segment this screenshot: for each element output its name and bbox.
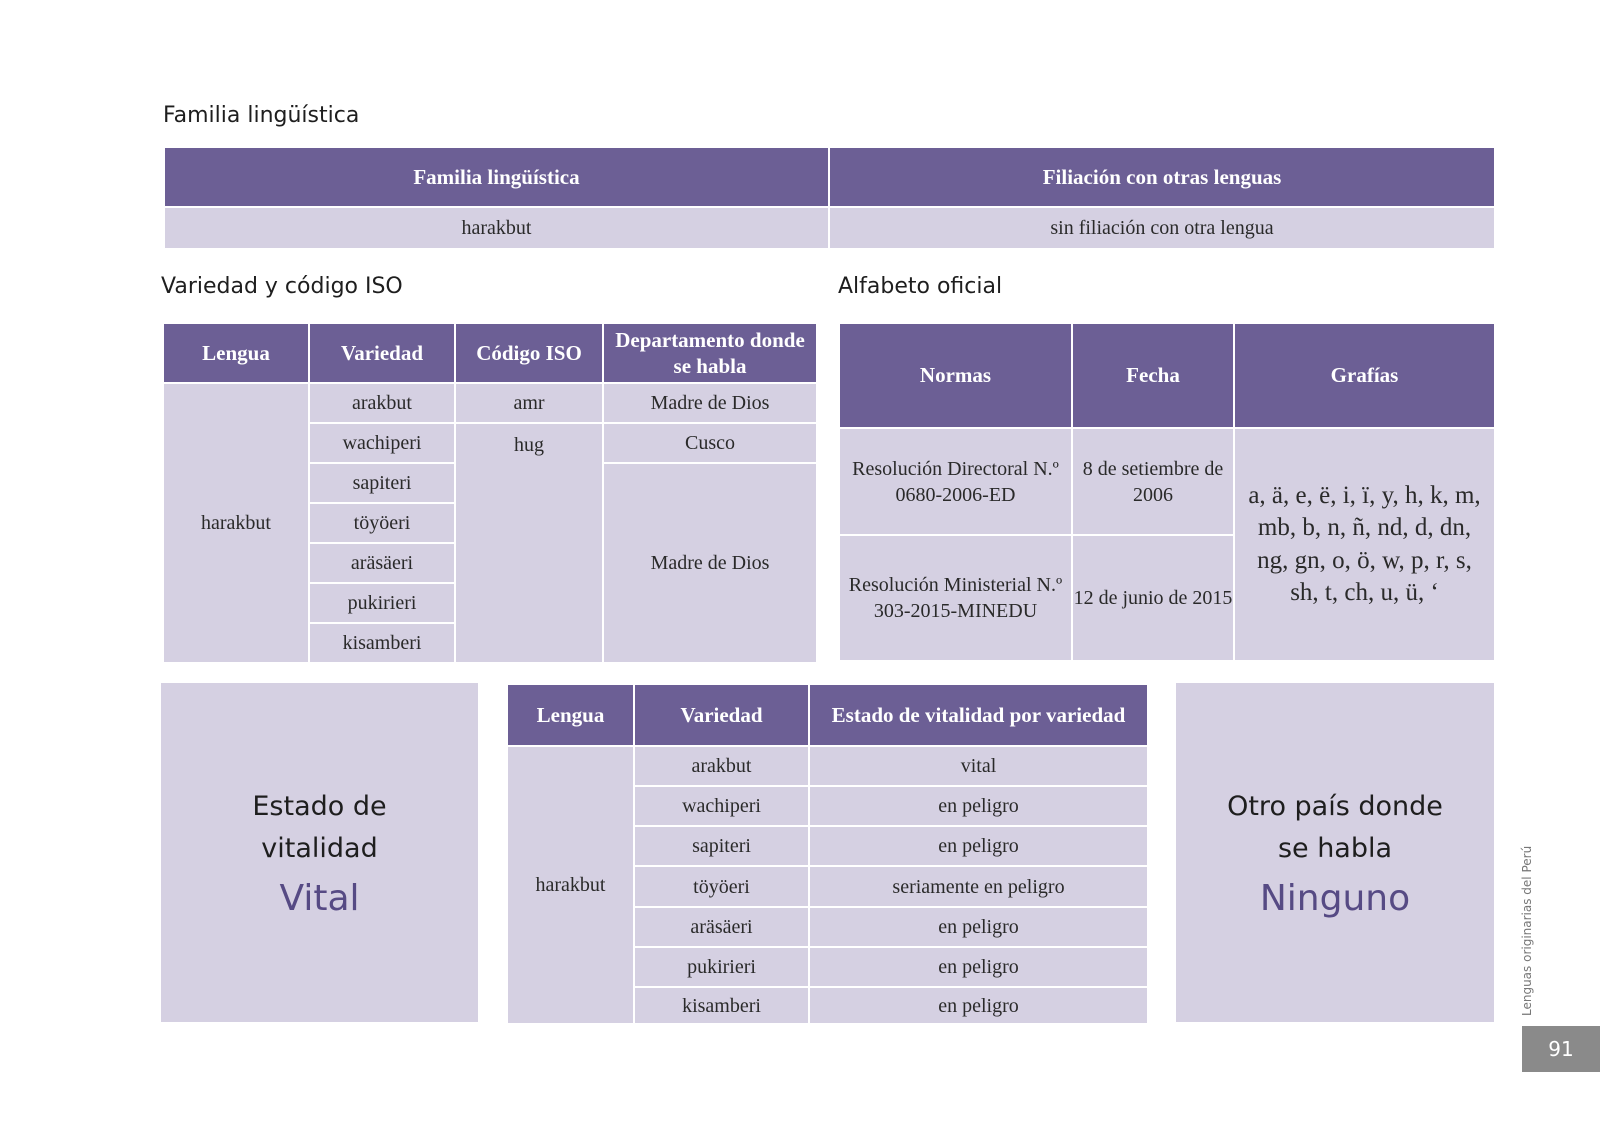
variedad-cell: töyöeri xyxy=(634,866,809,907)
estado-cell: vital xyxy=(809,746,1148,786)
page-number: 91 xyxy=(1522,1026,1600,1072)
variedad-cell: wachiperi xyxy=(309,423,455,463)
estado-cell: seriamente en peligro xyxy=(809,866,1148,907)
departamento-cell: Madre de Dios xyxy=(603,383,817,423)
estado-cell: en peligro xyxy=(809,987,1148,1024)
filiacion-header: Filiación con otras lenguas xyxy=(829,147,1495,207)
estado-cell: en peligro xyxy=(809,826,1148,866)
pais-label: Otro país donde se habla xyxy=(1227,791,1443,864)
vitalidad-box xyxy=(161,683,478,1022)
estado-cell: en peligro xyxy=(809,947,1148,987)
variedad-cell: pukirieri xyxy=(634,947,809,987)
grafias-cell: a, ä, e, ë, i, ï, y, h, k, m, mb, b, n, ñ, nd, d, dn, ng, gn, o, ö, w, p, r, s, sh, t, ch, u, ü, ʻ xyxy=(1234,428,1495,661)
pais-value: Ninguno xyxy=(1259,878,1411,919)
variedad-cell: sapiteri xyxy=(634,826,809,866)
lengua-cell: harakbut xyxy=(507,746,634,1024)
familia-section-title: Familia lingüística xyxy=(163,103,360,128)
fecha-cell: 8 de setiembre de 2006 xyxy=(1072,428,1234,535)
fecha-header: Fecha xyxy=(1072,323,1234,428)
iso-header: Código ISO xyxy=(455,323,603,383)
variedad-cell: arakbut xyxy=(309,383,455,423)
variedad-section-title: Variedad y código ISO xyxy=(161,274,403,299)
norma-cell: Resolución Ministerial N.º 303-2015-MINEDU xyxy=(839,535,1072,661)
variedad-header: Variedad xyxy=(634,684,809,746)
vitalidad-table xyxy=(506,683,1149,1025)
variedad-cell: aräsäeri xyxy=(634,907,809,947)
running-footer-caption: Lenguas originarias del Perú xyxy=(1520,845,1534,1016)
vitalidad-value: Vital xyxy=(279,878,360,919)
variedad-cell: aräsäeri xyxy=(309,543,455,583)
departamento-cell: Madre de Dios xyxy=(603,463,817,663)
iso-cell: hug xyxy=(455,423,603,663)
variedad-cell: pukirieri xyxy=(309,583,455,623)
lengua-header: Lengua xyxy=(507,684,634,746)
departamento-cell: Cusco xyxy=(603,423,817,463)
variedad-cell: sapiteri xyxy=(309,463,455,503)
familia-value: harakbut xyxy=(164,207,829,249)
variedad-table xyxy=(162,322,818,664)
variedad-cell: kisamberi xyxy=(309,623,455,663)
familia-table xyxy=(163,146,1496,250)
lengua-header: Lengua xyxy=(163,323,309,383)
fecha-cell: 12 de junio de 2015 xyxy=(1072,535,1234,661)
grafias-header: Grafías xyxy=(1234,323,1495,428)
norma-cell: Resolución Directoral N.º 0680-2006-ED xyxy=(839,428,1072,535)
estado-header: Estado de vitalidad por variedad xyxy=(809,684,1148,746)
departamento-header: Departamento donde se habla xyxy=(603,323,817,383)
variedad-cell: töyöeri xyxy=(309,503,455,543)
pais-box xyxy=(1176,683,1494,1022)
estado-cell: en peligro xyxy=(809,907,1148,947)
variedad-cell: kisamberi xyxy=(634,987,809,1024)
variedad-cell: wachiperi xyxy=(634,786,809,826)
estado-cell: en peligro xyxy=(809,786,1148,826)
familia-header: Familia lingüística xyxy=(164,147,829,207)
normas-header: Normas xyxy=(839,323,1072,428)
vitalidad-label: Estado de vitalidad xyxy=(252,791,387,864)
variedad-cell: arakbut xyxy=(634,746,809,786)
lengua-cell: harakbut xyxy=(163,383,309,663)
alfabeto-section-title: Alfabeto oficial xyxy=(838,274,1003,299)
filiacion-value: sin filiación con otra lengua xyxy=(829,207,1495,249)
variedad-header: Variedad xyxy=(309,323,455,383)
alfabeto-table xyxy=(838,322,1496,662)
iso-cell: amr xyxy=(455,383,603,423)
